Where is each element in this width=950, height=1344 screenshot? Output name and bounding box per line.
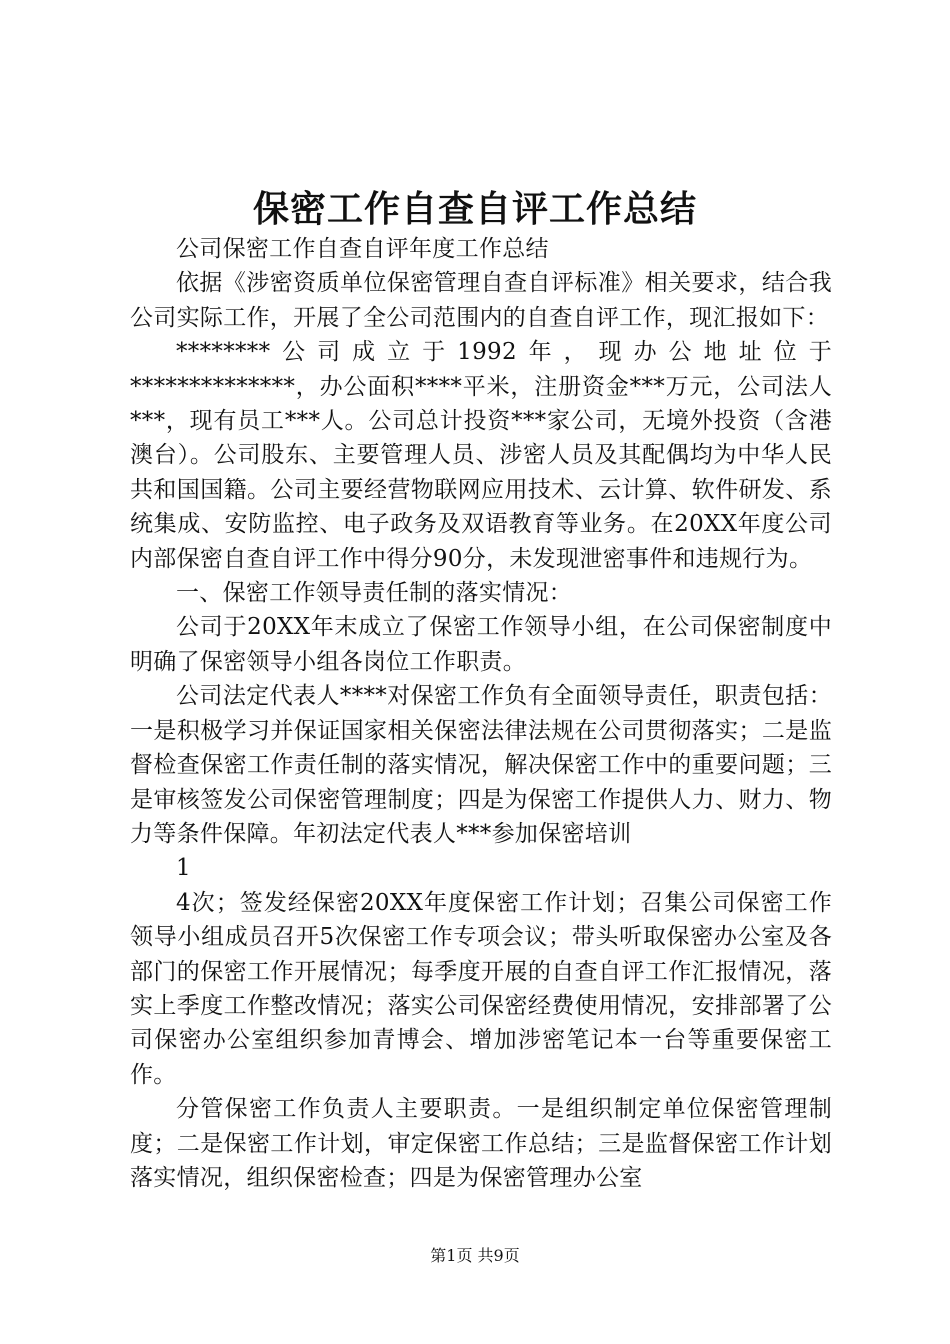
page-footer: 第1页 共9页 xyxy=(430,1246,520,1265)
paragraph-subtitle: 公司保密工作自查自评年度工作总结 xyxy=(176,236,549,262)
paragraph-intro: 依据《涉密资质单位保密管理自查自评标准》相关要求，结合我公司实际工作，开展了全公司范围内的自查自评工作，现汇报如下： xyxy=(130,270,832,331)
paragraph-leadership-group: 公司于20XX年末成立了保密工作领导小组，在公司保密制度中明确了保密领导小组各岗位工作职责。 xyxy=(130,614,832,675)
document-body xyxy=(130,232,832,1195)
paragraph-company-profile: ********公司成立于1992年，现办公地址位于**************，办公面积****平米，注册资金***万元，公司法人***，现有员工***人。公司总计投资***家公司，无境外投资（含港澳台）。公司股东、主要管理人员、涉密人员及其配偶均为中华人民共和国国籍。公司主要经营物联网应用技术、云计算、软件研发、系统集成、安防监控、电子政务及双语教育等业务。在20XX年度公司内部保密自查自评工作中得分90分，未发现泄密事件和违规行为。 xyxy=(130,339,832,572)
document-title: 保密工作自查自评工作总结 xyxy=(252,188,697,230)
paragraph-deputy-duties: 分管保密工作负责人主要职责。一是组织制定单位保密管理制度；二是保密工作计划，审定保密工作总结；三是监督保密工作计划落实情况，组织保密检查；四是为保密管理办公室 xyxy=(130,1096,832,1191)
section-heading-1: 一、保密工作领导责任制的落实情况： xyxy=(176,580,573,607)
paragraph-legal-representative: 公司法定代表人****对保密工作负有全面领导责任，职责包括：一是积极学习并保证国家相关保密法律法规在公司贯彻落实；二是监督检查保密工作责任制的落实情况，解决保密工作中的重要问题；三是审核签发公司保密管理制度；四是为保密工作提供人力、财力、物力等条件保障。年初法定代表人***参加保密培训 xyxy=(130,683,832,847)
paragraph-training-continued: 4次；签发经保密20XX年度保密工作计划；召集公司保密工作领导小组成员召开5次保密工作专项会议；带头听取保密办公室及各部门的保密工作开展情况；每季度开展的自查自评工作汇报情况，落实上季度工作整改情况；落实公司保密经费使用情况，安排部署了公司保密办公室组织参加青博会、增加涉密笔记本一台等重要保密工作。 xyxy=(130,889,832,1088)
inline-page-number: 1 xyxy=(176,855,191,882)
